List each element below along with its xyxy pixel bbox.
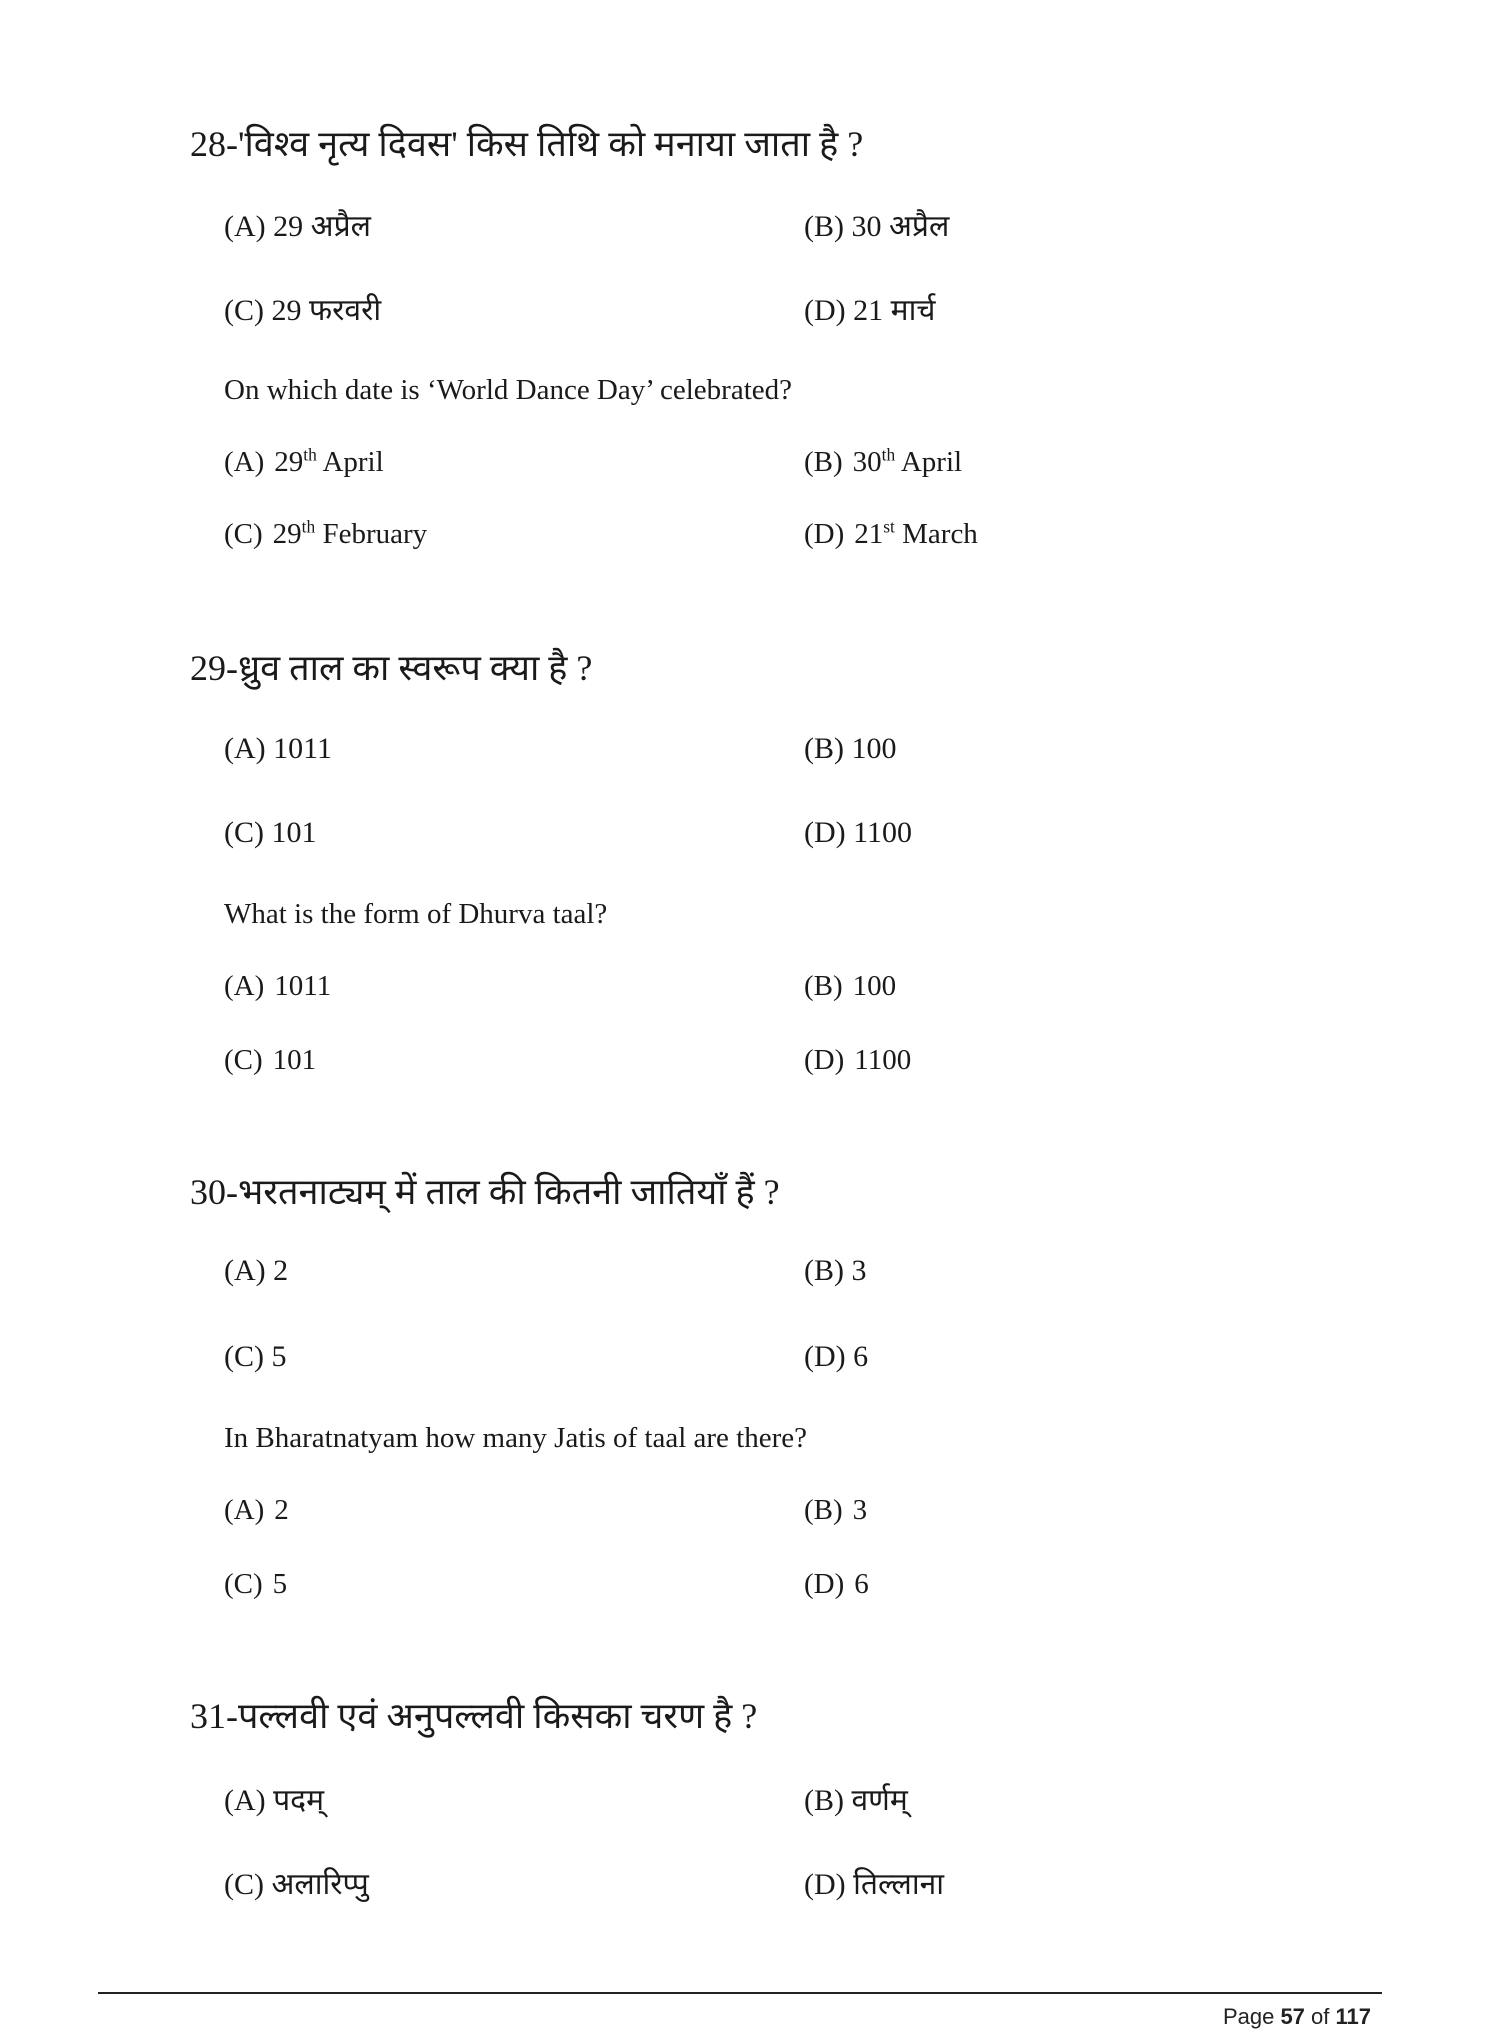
q30-english-option-b: (B) 3 (804, 1494, 868, 1526)
q29-hindi-option-b: (B) 100 (804, 732, 897, 765)
question-29-hindi: 29-ध्रुव ताल का स्वरूप क्या है ? (190, 648, 593, 688)
q28-hindi-option-d: (D) 21 मार्च (804, 294, 936, 327)
q29-hindi-option-a: (A) 1011 (224, 732, 333, 765)
question-28-english: On which date is ‘World Dance Day’ celebrated? (224, 374, 793, 406)
question-30-hindi: 30-भरतनाट्यम् में ताल की कितनी जातियाँ हैं ? (190, 1172, 780, 1212)
question-28-hindi: 28-'विश्व नृत्य दिवस' किस तिथि को मनाया जाता है ? (190, 124, 864, 164)
question-30-english: In Bharatnatyam how many Jatis of taal are there? (224, 1422, 807, 1454)
q30-hindi-option-c: (C) 5 (224, 1340, 287, 1373)
q28-english-option-a: (A) 29th April (224, 444, 384, 478)
q28-hindi-option-c: (C) 29 फरवरी (224, 294, 382, 327)
q28-english-option-d: (D) 21st March (804, 516, 978, 550)
question-29-english: What is the form of Dhurva taal? (224, 898, 608, 930)
q30-hindi-option-d: (D) 6 (804, 1340, 869, 1373)
q31-hindi-option-c: (C) अलारिप्पु (224, 1868, 369, 1901)
q30-hindi-option-b: (B) 3 (804, 1254, 867, 1287)
q29-english-option-d: (D) 1100 (804, 1044, 912, 1076)
q31-hindi-option-d: (D) तिल्लाना (804, 1868, 945, 1901)
q29-english-option-a: (A) 1011 (224, 970, 332, 1002)
footer-divider (98, 1992, 1382, 1994)
q31-hindi-option-a: (A) पदम् (224, 1784, 325, 1817)
question-31-hindi: 31-पल्लवी एवं अनुपल्लवी किसका चरण है ? (190, 1696, 758, 1736)
q28-hindi-option-b: (B) 30 अप्रैल (804, 210, 950, 243)
q30-hindi-option-a: (A) 2 (224, 1254, 289, 1287)
q30-english-option-a: (A) 2 (224, 1494, 289, 1526)
page-number: Page 57 of 117 (1222, 2004, 1371, 2029)
q29-english-option-b: (B) 100 (804, 970, 897, 1002)
q28-english-option-c: (C) 29th February (224, 516, 428, 550)
q29-hindi-option-d: (D) 1100 (804, 816, 913, 849)
q30-english-option-d: (D) 6 (804, 1568, 869, 1600)
q31-hindi-option-b: (B) वर्णम् (804, 1784, 908, 1817)
q30-english-option-c: (C) 5 (224, 1568, 288, 1600)
q28-hindi-option-a: (A) 29 अप्रैल (224, 210, 371, 243)
q29-english-option-c: (C) 101 (224, 1044, 317, 1076)
q29-hindi-option-c: (C) 101 (224, 816, 317, 849)
q28-english-option-b: (B) 30th April (804, 444, 963, 478)
